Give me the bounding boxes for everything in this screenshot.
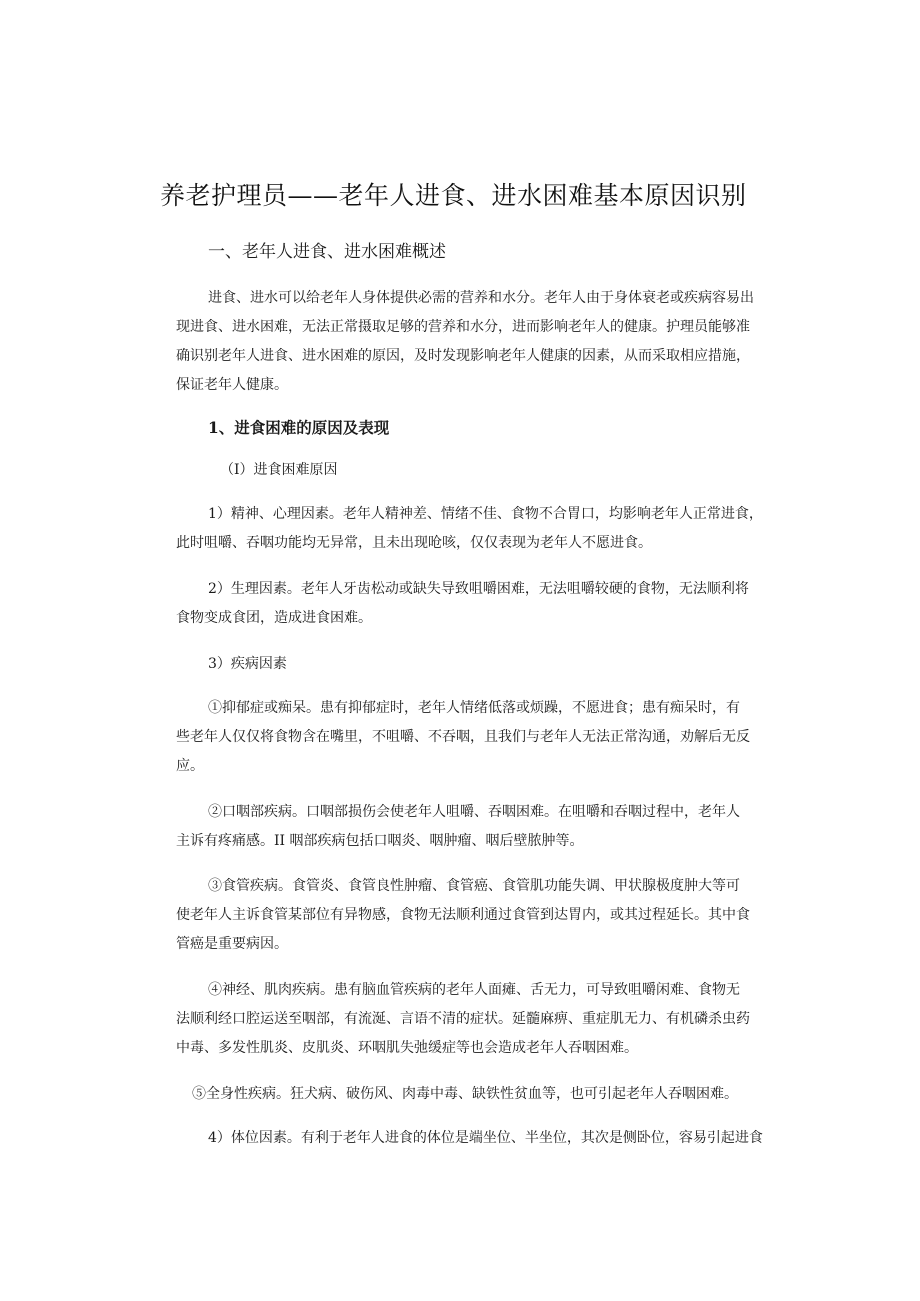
text-line: 确识别老年人进食、进水困难的原因，及时发现影响老年人健康的因素，从而采取相应措施， bbox=[176, 348, 750, 364]
text-line: 保证老年人健康。 bbox=[176, 377, 288, 393]
text-line: 主诉有疼痛感。II 咽部疾病包括口咽炎、咽肿瘤、咽后壁脓肿等。 bbox=[176, 833, 584, 849]
text-line: ②口咽部疾病。口咽部损伤会使老年人咀嚼、吞咽困难。在咀嚼和吞咽过程中，老年人 bbox=[208, 804, 740, 820]
paragraph-oropharyngeal bbox=[176, 798, 766, 856]
text-line: 现进食、进水困难，无法正常摄取足够的营养和水分，进而影响老年人的健康。护理员能够准 bbox=[176, 319, 750, 335]
text-line: 此时咀嚼、吞咽功能均无异常，且未出现呛咳，仅仅表现为老年人不愿进食。 bbox=[176, 535, 652, 551]
text-line: 法顺利经口腔运送至咽部，有流涎、言语不清的症状。延髓麻痹、重症肌无力、有机磷杀虫药 bbox=[176, 1011, 750, 1027]
paragraph-physiological-factors bbox=[176, 575, 766, 633]
paragraph-disease-factors bbox=[176, 650, 766, 679]
text-line: 管癌是重要病因。 bbox=[176, 936, 288, 952]
text-line: ①抑郁症或痴呆。患有抑郁症时，老年人情绪低落或烦躁，不愿进食；患有痴呆时，有 bbox=[208, 700, 740, 716]
text-line: ③食管疾病。食管炎、食管良性肿瘤、食管癌、食管肌功能失调、甲状腺极度肿大等可 bbox=[208, 878, 740, 894]
text-line: ⑤全身性疾病。狂犬病、破伤风、肉毒中毒、缺铁性贫血等，也可引起老年人吞咽困难。 bbox=[192, 1086, 738, 1102]
text-line: 使老年人主诉食管某部位有异物感，食物无法顺利通过食管到达胃内，或其过程延长。其中食 bbox=[176, 907, 750, 923]
section-heading: 一、老年人进食、进水困难概述 bbox=[208, 242, 446, 262]
paragraph-systemic-disease bbox=[176, 1080, 766, 1109]
paragraph-neuromuscular bbox=[176, 976, 766, 1063]
paragraph-esophageal bbox=[176, 872, 766, 959]
paragraph-posture-factors bbox=[176, 1124, 766, 1153]
text-line: 中毒、多发性肌炎、皮肌炎、环咽肌失弛缓症等也会造成老年人吞咽困难。 bbox=[176, 1040, 638, 1056]
text-line: 1）精神、心理因素。老年人精神差、情绪不佳、食物不合胃口，均影响老年人正常进食， bbox=[208, 506, 763, 522]
text-line: 2）生理因素。老年人牙齿松动或缺失导致咀嚼困难，无法咀嚼较硬的食物，无法顺利将 bbox=[208, 581, 749, 597]
paragraph-depression-dementia bbox=[176, 694, 766, 781]
text-line: 应。 bbox=[176, 758, 204, 774]
intro-paragraph bbox=[176, 284, 766, 400]
paragraph-mental-factors bbox=[176, 500, 766, 558]
text-line: 3）疾病因素 bbox=[208, 656, 287, 672]
text-line: 些老年人仅仅将食物含在嘴里，不咀嚼、不吞咽，且我们与老年人无法正常沟通，劝解后无反 bbox=[176, 729, 750, 745]
subheading-eating-difficulty: 1、进食困难的原因及表现 bbox=[208, 418, 390, 437]
text-line: 4）体位因素。有利于老年人进食的体位是端坐位、半坐位，其次是侧卧位，容易引起进食 bbox=[208, 1130, 763, 1146]
text-line: 进食、进水可以给老年人身体提供必需的营养和水分。老年人由于身体衰老或疾病容易出 bbox=[208, 290, 754, 306]
subheading-causes: （I）进食困难原因 bbox=[220, 462, 338, 478]
document-title: 养老护理员——老年人进食、进水困难基本原因识别 bbox=[160, 181, 747, 210]
text-line: ④神经、肌肉疾病。患有脑血管疾病的老年人面瘫、舌无力，可导致咀嚼闲难、食物无 bbox=[208, 982, 740, 998]
text-line: 食物变成食团，造成进食困难。 bbox=[176, 610, 372, 626]
